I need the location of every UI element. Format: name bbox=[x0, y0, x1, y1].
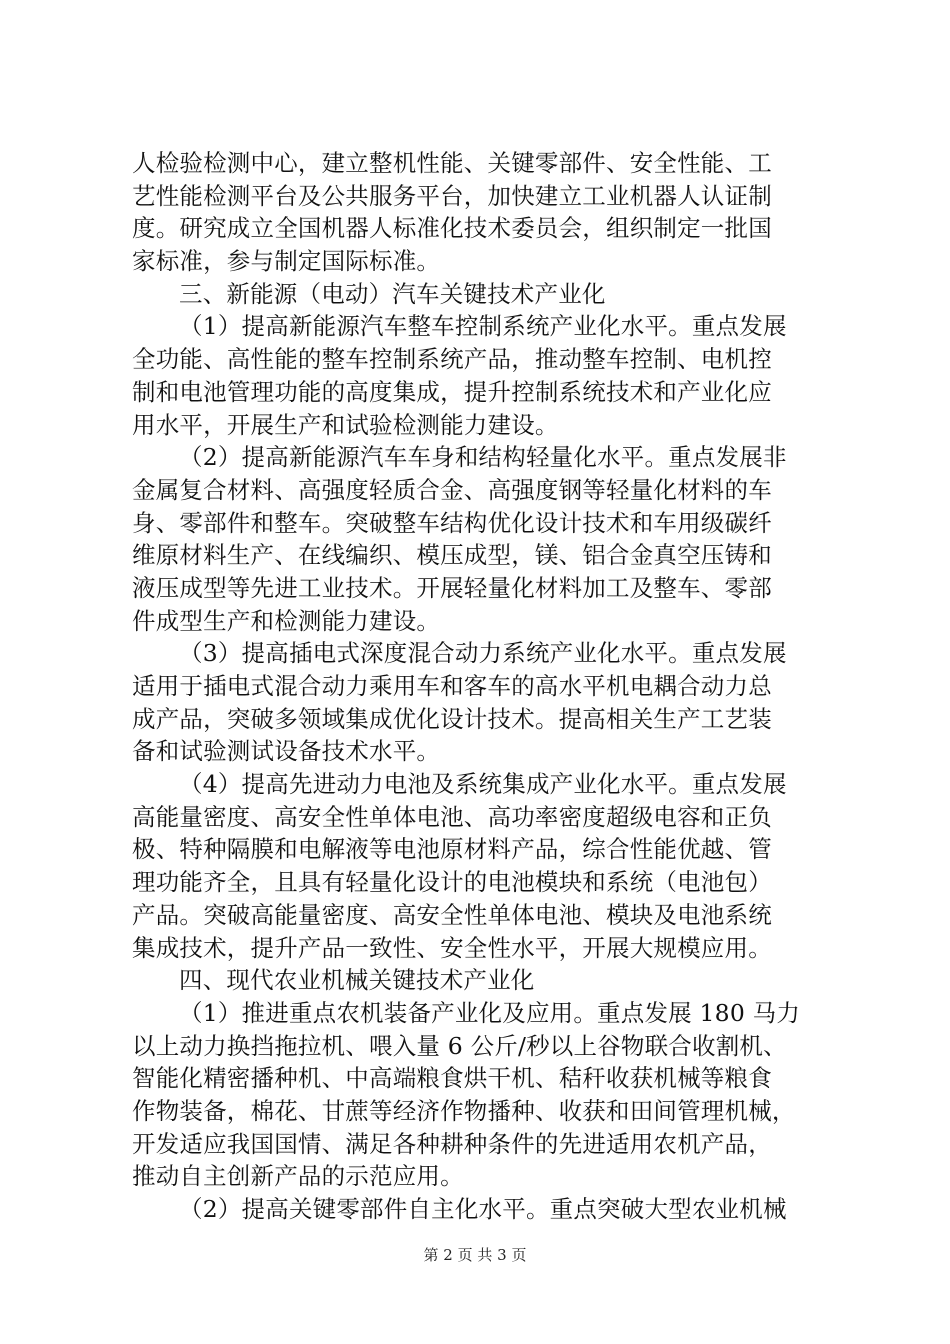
text-line: 推动自主创新产品的示范应用。 bbox=[132, 1162, 464, 1191]
text-line: 备和试验测试设备技术水平。 bbox=[132, 737, 441, 766]
text-line: 适用于插电式混合动力乘用车和客车的高水平机电耦合动力总 bbox=[132, 672, 772, 700]
document-body bbox=[132, 147, 832, 1226]
text-line: 家标准，参与制定国际标准。 bbox=[132, 247, 441, 276]
text-line: 理功能齐全，且具有轻量化设计的电池模块和系统（电池包） bbox=[132, 868, 772, 897]
text-line: 全功能、高性能的整车控制系统产品，推动整车控制、电机控 bbox=[132, 345, 772, 374]
text-line: 三、新能源（电动）汽车关键技术产业化 bbox=[179, 279, 606, 308]
text-line: （3）提高插电式深度混合动力系统产业化水平。重点发展 bbox=[179, 639, 787, 668]
text-line: 度。研究成立全国机器人标准化技术委员会，组织制定一批国 bbox=[132, 214, 772, 243]
text-line: 维原材料生产、在线编织、模压成型，镁、铝合金真空压铸和 bbox=[132, 541, 772, 570]
text-line: （1）推进重点农机装备产业化及应用。重点发展 180 马力 bbox=[179, 998, 801, 1027]
text-line: 开发适应我国国情、满足各种耕种条件的先进适用农机产品， bbox=[132, 1129, 772, 1158]
text-line: 极、特种隔膜和电解液等电池原材料产品，综合性能优越、管 bbox=[132, 835, 772, 864]
text-line: 产品。突破高能量密度、高安全性单体电池、模块及电池系统 bbox=[132, 900, 772, 929]
text-line: 人检验检测中心，建立整机性能、关键零部件、安全性能、工 bbox=[132, 149, 772, 177]
text-line: 成产品，突破多领域集成优化设计技术。提高相关生产工艺装 bbox=[132, 704, 772, 733]
text-line: 四、现代农业机械关键技术产业化 bbox=[179, 966, 535, 995]
text-line: （1）提高新能源汽车整车控制系统产业化水平。重点发展 bbox=[179, 312, 787, 341]
text-line: （4）提高先进动力电池及系统集成产业化水平。重点发展 bbox=[179, 770, 787, 799]
text-line: 以上动力换挡拖拉机、喂入量 6 公斤/秒以上谷物联合收割机、 bbox=[132, 1031, 787, 1060]
text-line: （2）提高新能源汽车车身和结构轻量化水平。重点发展非 bbox=[179, 443, 787, 472]
text-line: 身、零部件和整车。突破整车结构优化设计技术和车用级碳纤 bbox=[132, 508, 772, 537]
text-line: 件成型生产和检测能力建设。 bbox=[132, 606, 441, 635]
text-line: 制和电池管理功能的高度集成，提升控制系统技术和产业化应 bbox=[132, 377, 772, 406]
text-line: 金属复合材料、高强度轻质合金、高强度钢等轻量化材料的车 bbox=[132, 475, 772, 504]
text-line: 艺性能检测平台及公共服务平台，加快建立工业机器人认证制 bbox=[132, 181, 772, 210]
text-line: 液压成型等先进工业技术。开展轻量化材料加工及整车、零部 bbox=[132, 573, 772, 602]
text-line: 集成技术，提升产品一致性、安全性水平，开展大规模应用。 bbox=[132, 933, 772, 962]
text-line: 高能量密度、高安全性单体电池、高功率密度超级电容和正负 bbox=[132, 802, 772, 831]
text-line: （2）提高关键零部件自主化水平。重点突破大型农业机械 bbox=[179, 1195, 787, 1223]
text-line: 作物装备，棉花、甘蔗等经济作物播种、收获和田间管理机械， bbox=[132, 1096, 796, 1125]
page-footer bbox=[0, 1244, 950, 1265]
text-line: 用水平，开展生产和试验检测能力建设。 bbox=[132, 410, 559, 439]
text-line: 智能化精密播种机、中高端粮食烘干机、秸秆收获机械等粮食 bbox=[132, 1064, 772, 1093]
page-number-label: 第 2 页 共 3 页 bbox=[423, 1246, 527, 1264]
